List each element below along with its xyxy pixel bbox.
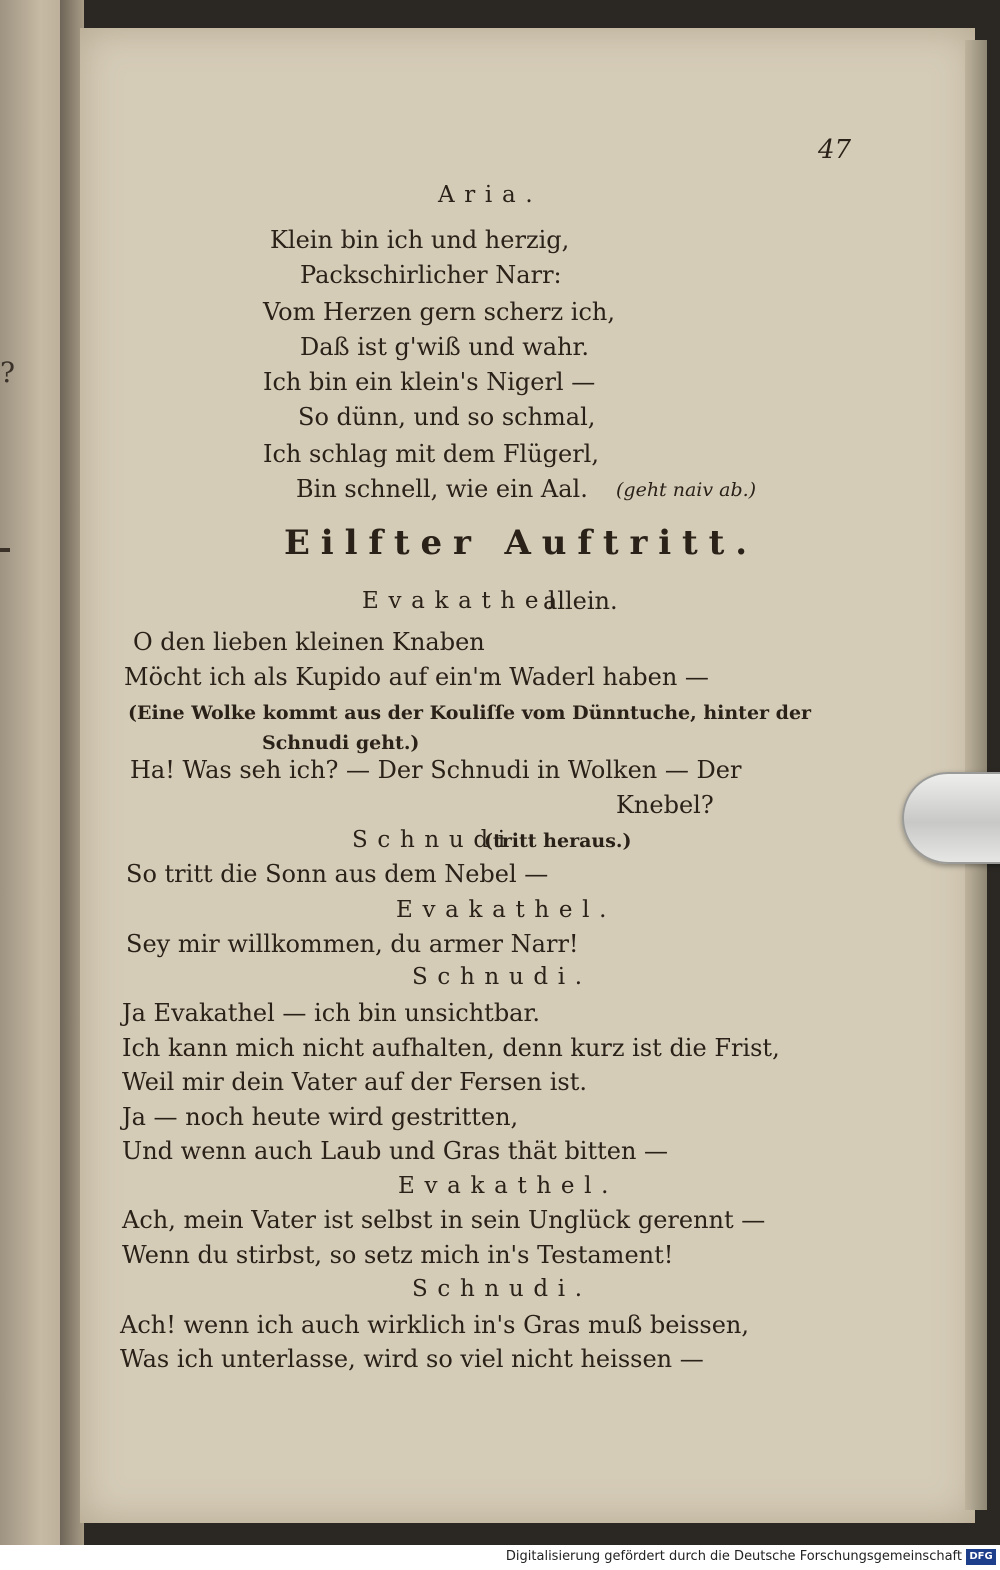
dialogue-line: Weil mir dein Vater auf der Fersen ist. (122, 1068, 587, 1096)
speaker-name: Schnudi (352, 827, 515, 853)
dialogue-line: Knebel? (616, 791, 714, 819)
speaker-name: Schnudi. (412, 964, 592, 990)
dialogue-line: Ach, mein Vater ist selbst in sein Unglück gerennt — (122, 1206, 766, 1234)
stage-direction: (tritt heraus.) (484, 830, 632, 852)
page-clip (902, 772, 1000, 864)
speaker-name: Evakathel. (396, 897, 617, 923)
aria-line: Daß ist g'wiß und wahr. (300, 333, 589, 361)
dialogue-line: Ja — noch heute wird gestritten, (122, 1103, 519, 1131)
page-number: 47 (818, 135, 852, 165)
dialogue-line: O den lieben kleinen Knaben (133, 628, 485, 656)
dialogue-line: So tritt die Sonn aus dem Nebel — (126, 860, 549, 888)
aria-line: Vom Herzen gern scherz ich, (263, 298, 615, 326)
stage-direction: (geht naiv ab.) (616, 479, 757, 501)
stage-direction: Schnudi geht.) (262, 732, 420, 754)
aria-line: So dünn, und so schmal, (298, 403, 596, 431)
dialogue-line: Ha! Was seh ich? — Der Schnudi in Wolken — Der (130, 756, 742, 784)
aria-line: Ich schlag mit dem Flügerl, (263, 440, 599, 468)
dialogue-line: Was ich unterlasse, wird so viel nicht heissen — (120, 1345, 704, 1373)
speaker-note: allein. (543, 587, 618, 615)
aria-line: Ich bin ein klein's Nigerl — (263, 368, 596, 396)
dialogue-line: Möcht ich als Kupido auf ein'm Waderl haben — (124, 663, 709, 691)
dialogue-line: Wenn du stirbst, so setz mich in's Testament! (122, 1241, 674, 1269)
aria-line: Packschirlicher Narr: (300, 261, 562, 289)
footer-credit: Digitalisierung gefördert durch die Deutsche Forschungsgemeinschaft (505, 1549, 962, 1564)
speaker-name: Schnudi. (412, 1276, 592, 1302)
scene-title: Eilfter Auftritt. (284, 523, 758, 563)
dialogue-line: Ich kann mich nicht aufhalten, denn kurz ist die Frist, (122, 1034, 780, 1062)
dialogue-line: Sey mir willkommen, du armer Narr! (126, 930, 579, 958)
speaker-name: Evakathel. (398, 1173, 619, 1199)
left-page-mark: ? (0, 356, 16, 389)
dialogue-line: Ja Evakathel — ich bin unsichtbar. (122, 999, 540, 1027)
left-page-dash (0, 548, 10, 552)
dialogue-line: Ach! wenn ich auch wirklich in's Gras muß beissen, (120, 1311, 750, 1339)
aria-line: Bin schnell, wie ein Aal. (296, 475, 588, 503)
aria-line: Klein bin ich und herzig, (270, 226, 570, 254)
dfg-logo: DFG (966, 1549, 996, 1565)
speaker-name: Evakathel (362, 588, 566, 614)
dialogue-line: Und wenn auch Laub und Gras thät bitten — (122, 1137, 669, 1165)
left-page (0, 0, 68, 1545)
stage-direction: (Eine Wolke kommt aus der Kouliſſe vom Dünntuche, hinter der (128, 702, 812, 724)
aria-heading: Aria. (438, 182, 543, 208)
footer-bar (0, 1545, 1000, 1570)
